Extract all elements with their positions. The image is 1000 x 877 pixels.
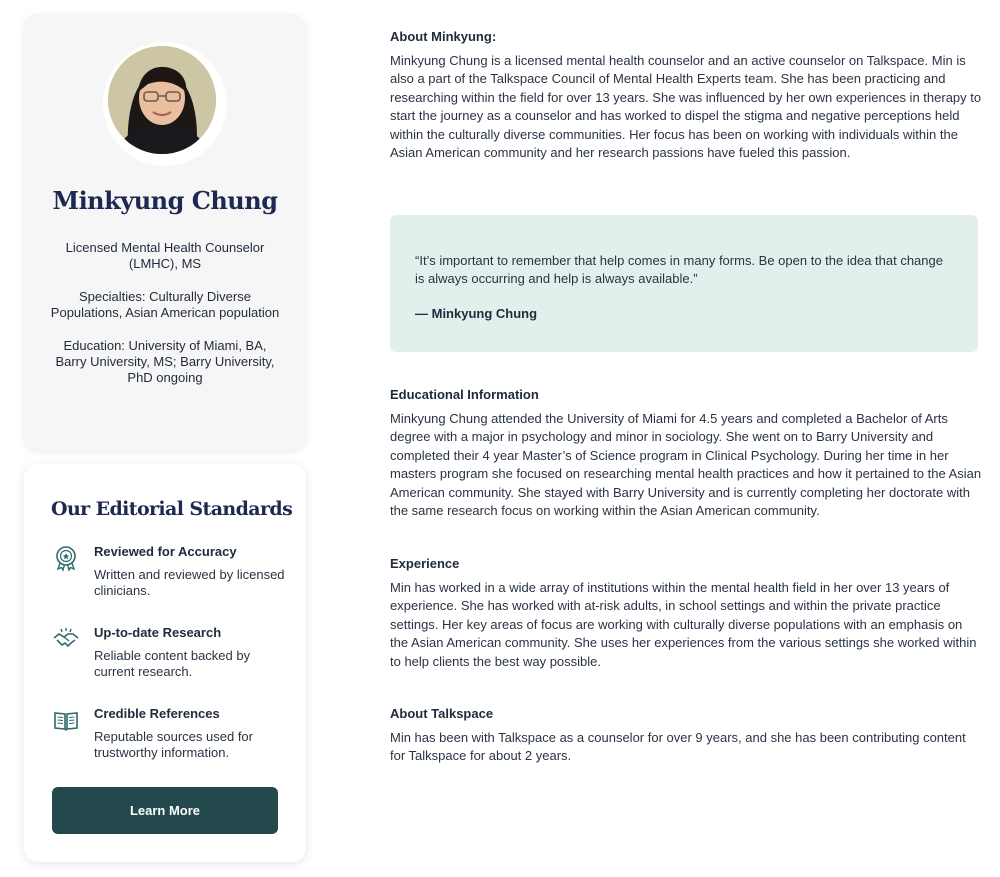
avatar: [108, 46, 216, 154]
standards-title: Our Editorial Standards: [51, 498, 293, 520]
profile-credentials: Licensed Mental Health Counselor (LMHC), MS: [65, 240, 265, 271]
standard-text: [94, 706, 294, 761]
experience-body: Min has worked in a wide array of institutions within the mental health field in her over 13 years of experience. She has worked with at-risk adults, in school settings and within the private practice settings. Her key areas of focus are working with culturally diverse populations with an emphasis on the Asian American community. She uses her experiences from the various settings she worked within to help clients the best way possible.: [390, 580, 977, 669]
profile-name: Minkyung Chung: [52, 186, 278, 215]
profile-card: [24, 14, 306, 450]
profile-details: [50, 240, 280, 403]
quote-text: “It’s important to remember that help comes in many forms. Be open to the idea that change is always occurring and help is always available.”: [415, 253, 943, 287]
about-talkspace-body: Min has been with Talkspace as a counselor for over 9 years, and she has been contributing content for Talkspace for about 2 years.: [390, 730, 966, 764]
open-book-icon: [52, 706, 80, 734]
experience-heading: Experience: [390, 556, 460, 571]
about-talkspace-heading: About Talkspace: [390, 706, 494, 721]
editorial-standards-card: [24, 464, 306, 862]
standard-heading: Up-to-date Research: [94, 625, 222, 640]
standard-text: [94, 544, 294, 599]
award-ribbon-icon: [52, 544, 80, 572]
standard-description: Reputable sources used for trustworthy information.: [94, 729, 253, 760]
quote-box: [390, 215, 978, 352]
standard-text: [94, 625, 294, 680]
learn-more-button[interactable]: Learn More: [52, 787, 278, 834]
standard-heading: Credible References: [94, 706, 220, 721]
standard-heading: Reviewed for Accuracy: [94, 544, 237, 559]
about-body: Minkyung Chung is a licensed mental health counselor and an active counselor on Talkspace. Min is also a part of the Talkspace Council of Mental Health Experts team. She has been practicing and researching within the field for over 13 years. She was influenced by her own experiences in therapy to start the journey as a counselor and has worked to dispel the stigma and negative perceptions held within the culturally diverse communities. Her focus has been on working with individuals within the Asian American community and her research passions have fueled this passion.: [390, 53, 982, 161]
education-body: Minkyung Chung attended the University of Miami for 4.5 years and completed a Bachelor of Arts degree with a major in psychology and minor in sociology. She went on to Barry University and completed their 4 year Master’s of Science program in Clinical Psychology. During her time in her masters program she focused on researching mental health practices and how it pertained to the Asian American community. She stayed with Barry University and is currently completing her doctorate with the same research focus on working within the Asian American community.: [390, 411, 982, 519]
profile-specialties: Specialties: Culturally Diverse Populations, Asian American population: [50, 289, 280, 320]
avatar-ring: [103, 42, 227, 166]
about-heading: About Minkyung:: [390, 29, 497, 44]
quote-author: — Minkyung Chung: [415, 306, 538, 321]
handshake-icon: [52, 625, 80, 653]
standard-description: Reliable content backed by current research.: [94, 648, 251, 679]
avatar-portrait: [108, 46, 216, 154]
profile-education: Education: University of Miami, BA, Barry University, MS; Barry University, PhD ongoing: [55, 338, 275, 385]
education-heading: Educational Information: [390, 387, 539, 402]
standard-description: Written and reviewed by licensed clinicians.: [94, 567, 285, 598]
